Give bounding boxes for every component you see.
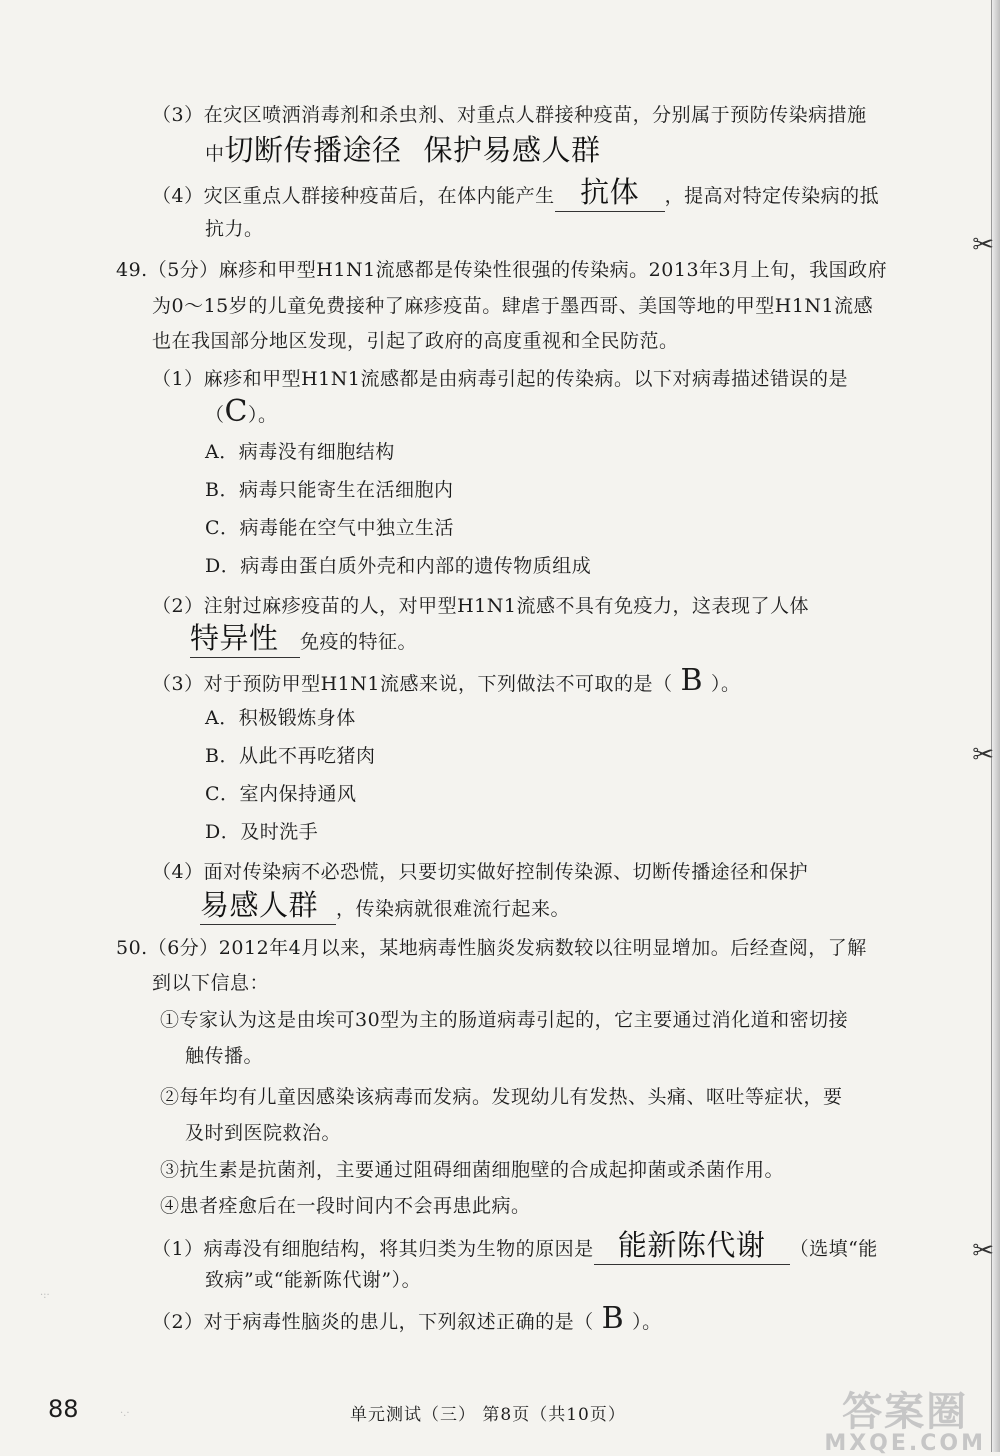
- q49-part3-option: C．室内保持通风: [205, 783, 357, 805]
- scissors-icon: ✂: [972, 1236, 994, 1266]
- q50-info-1b: 触传播。: [185, 1045, 264, 1067]
- q49-part1-option: C．病毒能在空气中独立生活: [205, 517, 455, 539]
- page-edge: [991, 0, 1000, 1452]
- q50-info-4: ④患者痊愈后在一段时间内不会再患此病。: [160, 1195, 531, 1217]
- page-footer: 单元测试（三） 第8页（共10页）: [350, 1405, 626, 1425]
- q49-part4-answer: 易感人群: [200, 888, 319, 922]
- q50-part2-answer: B: [601, 1301, 625, 1336]
- q49-part2-answer-line: 特异性 免疫的特征。: [190, 623, 417, 658]
- q49-intro-3: 也在我国部分地区发现，引起了政府的高度重视和全民防范。: [152, 330, 679, 352]
- q50-info-3: ③抗生素是抗菌剂，主要通过阻碍细菌细胞壁的合成起抑菌或杀菌作用。: [160, 1159, 785, 1181]
- scan-speck: ·:·: [40, 1290, 50, 1301]
- q48-part3-answer1: 切断传播途径: [224, 133, 402, 167]
- q49-part4-text: （4）面对传染病不必恐慌，只要切实做好控制传染源、切断传播途径和保护: [152, 861, 809, 883]
- q50-info-1a: ①专家认为这是由埃可30型为主的肠道病毒引起的，它主要通过消化道和密切接: [160, 1009, 849, 1031]
- q49-part2-answer: 特异性: [190, 621, 279, 655]
- q50-intro-2: 到以下信息：: [152, 972, 270, 994]
- q48-part4-line: （4）灾区重点人群接种疫苗后，在体内能产生 抗体 ，提高对特定传染病的抵: [152, 177, 879, 212]
- q50-part1-answer: 能新陈代谢: [617, 1228, 766, 1262]
- q49-part3-option: D．及时洗手: [205, 821, 319, 843]
- q48-part3-text: （3）在灾区喷洒消毒剂和杀虫剂、对重点人群接种疫苗，分别属于预防传染病措施: [152, 104, 867, 126]
- watermark: 答案圈 MXQE.COM: [824, 1389, 986, 1456]
- q49-part1-option: D．病毒由蛋白质外壳和内部的遗传物质组成: [205, 555, 592, 577]
- q48-part4-answer: 抗体: [580, 175, 640, 209]
- q50-info-2b: 及时到医院救治。: [185, 1122, 342, 1144]
- q49-intro-2: 为0～15岁的儿童免费接种了麻疹疫苗。肆虐于墨西哥、美国等地的甲型H1N1流感: [152, 295, 874, 317]
- q48-part3-prefix: 中: [205, 143, 225, 165]
- q49-part3-option: B．从此不再吃猪肉: [205, 745, 376, 767]
- q48-part3-answer-line: [205, 133, 601, 168]
- q49-part3-line: （3）对于预防甲型H1N1流感来说，下列做法不可取的是（ B ）。: [152, 663, 741, 698]
- q49-part1-answer-line: （C）。: [205, 394, 278, 429]
- q49-part1-answer: C: [224, 394, 248, 429]
- q49-part1-option: A．病毒没有细胞结构: [205, 441, 395, 463]
- q49-intro-1: 49.（5分）麻疹和甲型H1N1流感都是传染性很强的传染病。2013年3月上旬，我国政府: [116, 259, 888, 281]
- q50-info-2a: ②每年均有儿童因感染该病毒而发病。发现幼儿有发热、头痛、呕吐等症状，要: [160, 1086, 843, 1108]
- q50-part1-line: （1）病毒没有细胞结构，将其归类为生物的原因是 能新陈代谢 （选填“能: [152, 1230, 878, 1265]
- q50-part2-line: （2）对于病毒性脑炎的患儿，下列叙述正确的是（ B ）。: [152, 1301, 662, 1336]
- scissors-icon: ✂: [972, 740, 994, 770]
- q50-part1-cont: 致病”或“能新陈代谢”）。: [205, 1269, 422, 1291]
- q49-part1-option: B．病毒只能寄生在活细胞内: [205, 479, 454, 501]
- q49-part3-answer: B: [680, 663, 704, 698]
- q49-part4-answer-line: 易感人群 ，传染病就很难流行起来。: [200, 890, 570, 925]
- page-number: 88: [48, 1395, 79, 1423]
- scan-speck: ·.·: [120, 1408, 130, 1419]
- q49-part1-text: （1）麻疹和甲型H1N1流感都是由病毒引起的传染病。以下对病毒描述错误的是: [152, 368, 848, 390]
- q49-part3-option: A．积极锻炼身体: [205, 707, 356, 729]
- q50-intro-1: 50.（6分）2012年4月以来，某地病毒性脑炎发病数较以往明显增加。后经查阅，了解: [116, 937, 867, 959]
- scissors-icon: ✂: [972, 230, 994, 260]
- q48-part4-cont: 抗力。: [205, 218, 264, 240]
- q49-part2-text: （2）注射过麻疹疫苗的人，对甲型H1N1流感不具有免疫力，这表现了人体: [152, 595, 809, 617]
- q48-part3-answer2: 保护易感人群: [423, 133, 601, 167]
